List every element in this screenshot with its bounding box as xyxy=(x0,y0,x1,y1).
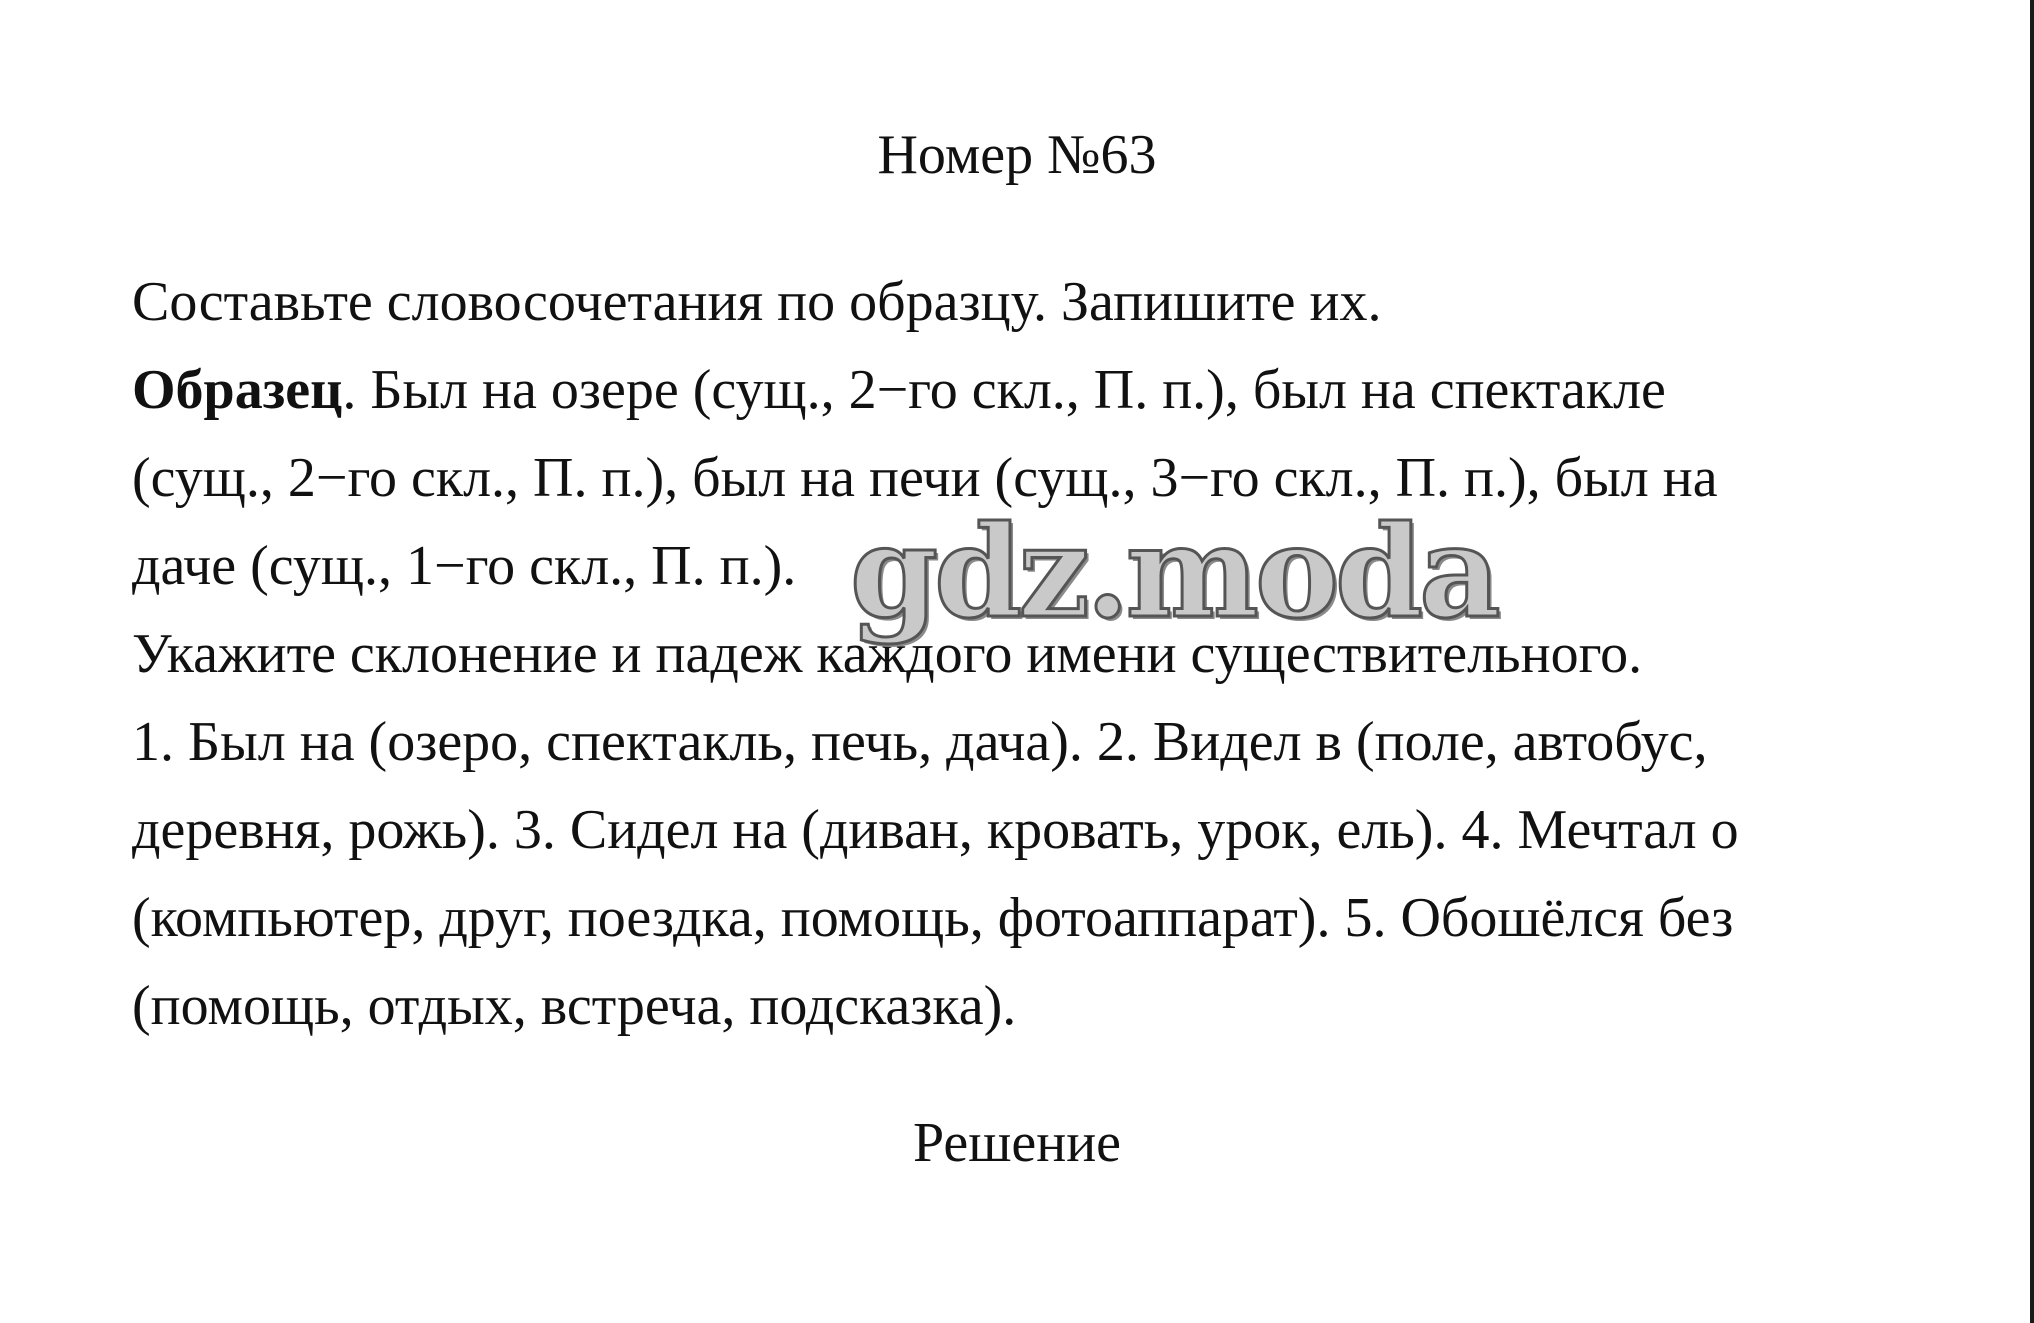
sample-label: Образец xyxy=(132,359,343,421)
sample-line-3: даче (сущ., 1−го скл., П. п.). xyxy=(132,535,797,597)
sample-line-1-text: . Был на озере (сущ., 2−го скл., П. п.), был на спектакле xyxy=(342,359,1666,421)
instruction-line-2: Укажите склонение и падеж каждого имени существительного. xyxy=(132,623,1643,685)
sample-line-1 xyxy=(132,346,1922,434)
items-line-4: (помощь, отдых, встреча, подсказка). xyxy=(132,975,1017,1037)
task-text xyxy=(132,258,1922,1050)
items-line-3: (компьютер, друг, поездка, помощь, фотоаппарат). 5. Обошёлся без xyxy=(132,887,1734,949)
items-line-2: деревня, рожь). 3. Сидел на (диван, кровать, урок, ель). 4. Мечтал о xyxy=(132,799,1739,861)
watermark-logo: gdz.moda xyxy=(850,498,1497,646)
instruction-line: Составьте словосочетания по образцу. Запишите их. xyxy=(132,271,1382,333)
solution-heading: Решение xyxy=(912,1112,1122,1174)
sample-line-2: (сущ., 2−го скл., П. п.), был на печи (сущ., 3−го скл., П. п.), был на xyxy=(132,447,1718,509)
page-title: Номер №63 xyxy=(877,124,1157,186)
items-line-1: 1. Был на (озеро, спектакль, печь, дача). 2. Видел в (поле, автобус, xyxy=(132,711,1708,773)
